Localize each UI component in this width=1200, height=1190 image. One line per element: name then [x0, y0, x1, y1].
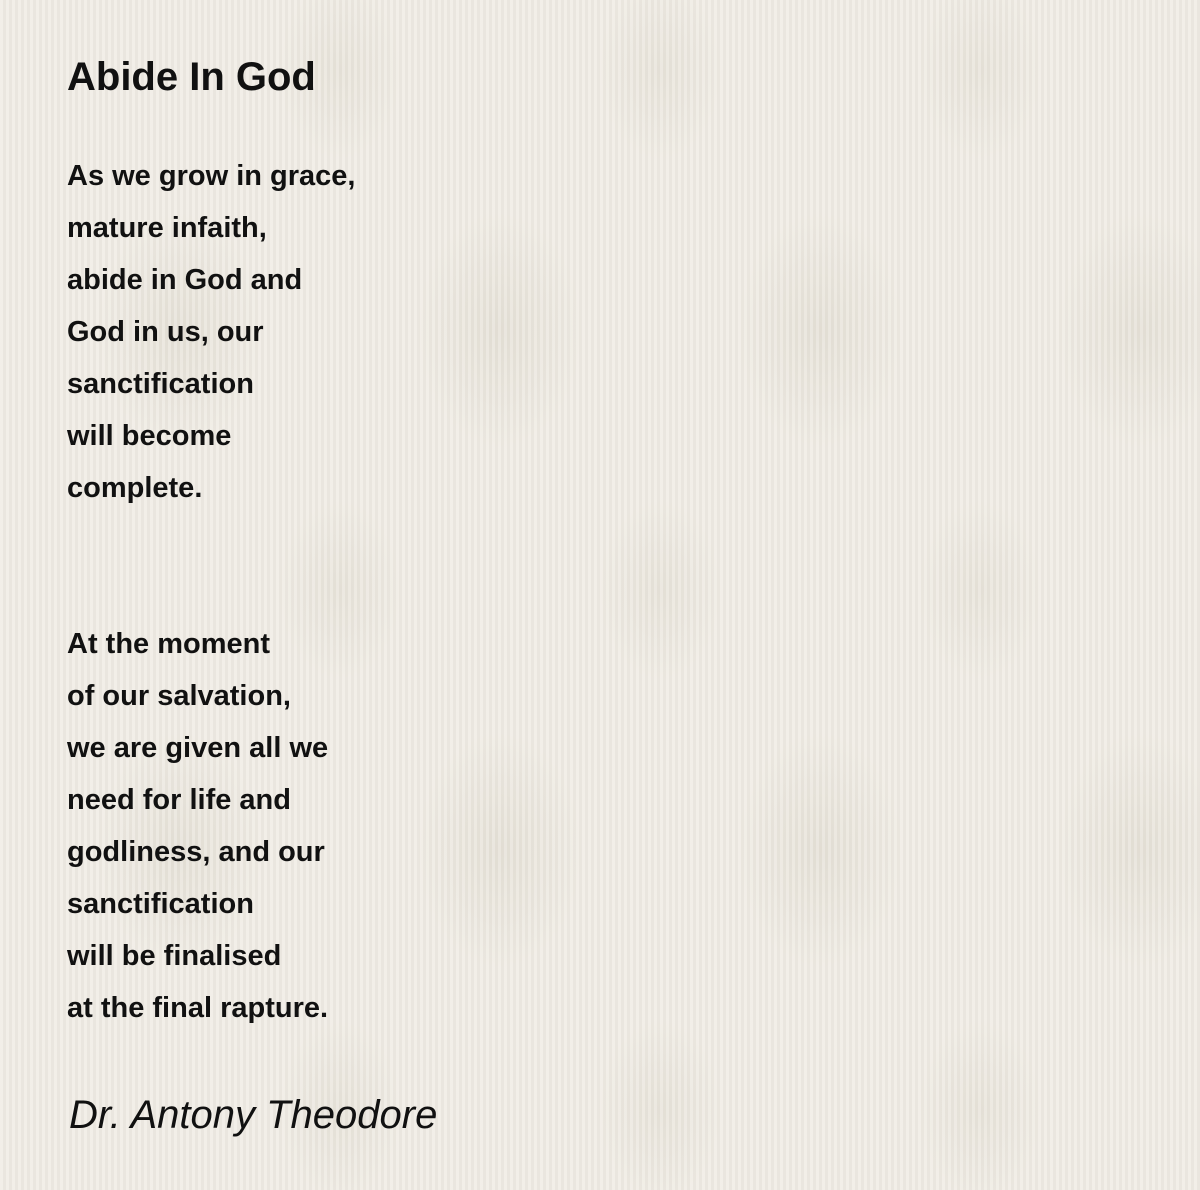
poem-line: we are given all we — [67, 732, 329, 764]
poem-line: of our salvation, — [67, 680, 291, 712]
poem-line: abide in God and — [67, 264, 303, 296]
poem-line: At the moment — [67, 628, 270, 660]
poem-line: sanctification — [67, 368, 254, 400]
stanza-2 — [67, 618, 328, 1034]
poem-line: complete. — [67, 472, 203, 504]
poem-line: God in us, our — [67, 316, 264, 348]
poem-line: need for life and — [67, 784, 291, 816]
poem-line: godliness, and our — [67, 836, 325, 868]
poem-line: mature infaith, — [67, 212, 267, 244]
poem-line: will be finalised — [67, 940, 282, 972]
poem-author: Dr. Antony Theodore — [69, 1093, 438, 1137]
poem-line: at the final rapture. — [67, 992, 329, 1024]
stanza-1 — [67, 150, 355, 514]
poem-line: As we grow in grace, — [67, 160, 356, 192]
poem-line: sanctification — [67, 888, 254, 920]
poem-line: will become — [67, 420, 232, 452]
poem-title: Abide In God — [67, 55, 316, 99]
